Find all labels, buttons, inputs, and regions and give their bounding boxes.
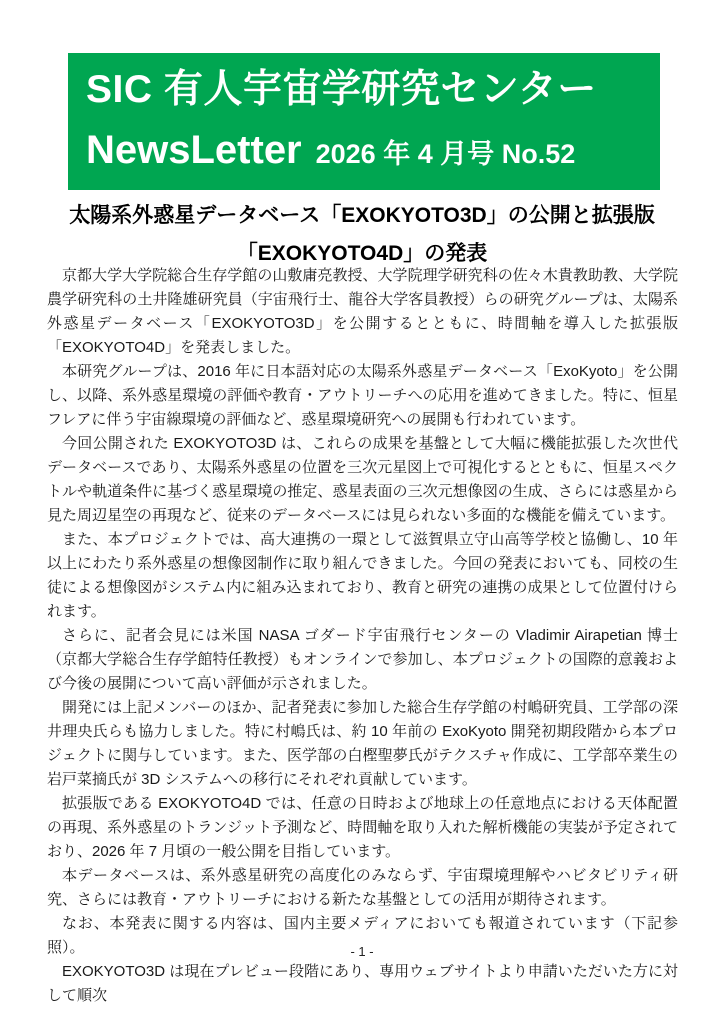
paragraph: 本データベースは、系外惑星研究の高度化のみならず、宇宙環境理解やハビタビリティ研究、さらには教育・アウトリーチにおける新たな基盤としての活用が期待されます。 (47, 867, 678, 908)
header-org-title: SIC 有人宇宙学研究センター (86, 68, 597, 111)
article-body (47, 264, 678, 1008)
paragraph: さらに、記者会見には米国 NASA ゴダード宇宙飛行センターの Vladimir Airapetian 博士（京都大学総合生存学館特任教授）もオンラインで参加し、本プロジェクトの国際的意義および今後の展開について高い評価が示されました。 (47, 627, 678, 692)
paragraph: EXOKYOTO3D は現在プレビュー段階にあり、専用ウェブサイトより申請いただいた方に対して順次 (47, 963, 678, 1004)
header-line2 (86, 121, 660, 183)
paragraph: 拡張版である EXOKYOTO4D では、任意の日時および地球上の任意地点における天体配置の再現、系外惑星のトランジット予測など、時間軸を取り入れた解析機能の実装が予定されており、2026 年 7 月頃の一般公開を目指しています。 (47, 795, 678, 860)
page-number-footer: - 1 - (350, 944, 374, 959)
article-title-line-2: 「EXOKYOTO4D」の発表 (236, 242, 488, 265)
paragraph: 今回公開された EXOKYOTO3D は、これらの成果を基盤として大幅に機能拡張した次世代データベースであり、太陽系外惑星の位置を三次元星図上で可視化するとともに、恒星スペクトルや軌道条件に基づく惑星環境の推定、惑星表面の三次元想像図の生成、さらには惑星から見た周辺星空の再現など、従来のデータベースには見られない多面的な機能を備えています。 (47, 435, 678, 524)
header-issue-info: 2026 年 4 月号 No.52 (315, 139, 576, 169)
paragraph: 京都大学大学院総合生存学館の山敷庸亮教授、大学院理学研究科の佐々木貴教助教、大学院農学研究科の土井隆雄研究員（宇宙飛行士、龍谷大学客員教授）らの研究グループは、太陽系外惑星データベース「EXOKYOTO3D」を公開するとともに、時間軸を導入した拡張版「EXOKYOTO4D」を発表しました。 (47, 267, 678, 356)
paragraph: 本研究グループは、2016 年に日本語対応の太陽系外惑星データベース「ExoKyoto」を公開し、以降、系外惑星環境の評価や教育・アウトリーチへの応用を進めてきました。特に、恒星フレアに伴う宇宙線環境の評価など、惑星環境研究への展開も行われています。 (47, 363, 678, 428)
article-title-line-1: 太陽系外惑星データベース「EXOKYOTO3D」の公開と拡張版 (69, 204, 655, 227)
header-newsletter-label: NewsLetter (86, 128, 302, 172)
paragraph: 開発には上記メンバーのほか、記者発表に参加した総合生存学館の村嶋研究員、工学部の深井理央氏らも協力しました。特に村嶋氏は、約 10 年前の ExoKyoto 開発初期段階から本プロジェクトに関与しています。また、医学部の白樫聖夢氏がテクスチャ作成に、工学部卒業生の岩戸菜摘氏が 3D システムへの移行にそれぞれ貢献しています。 (47, 699, 678, 788)
newsletter-header (68, 53, 660, 190)
article-title (47, 197, 677, 273)
paragraph: なお、本発表に関する内容は、国内主要メディアにおいても報道されています（下記参照）。 (47, 915, 678, 956)
paragraph: また、本プロジェクトでは、高大連携の一環として滋賀県立守山高等学校と協働し、10 年以上にわたり系外惑星の想像図制作に取り組んできました。今回の発表においても、同校の生徒による想像図がシステム内に組み込まれており、教育と研究の連携の成果として位置付けられます。 (47, 531, 678, 620)
